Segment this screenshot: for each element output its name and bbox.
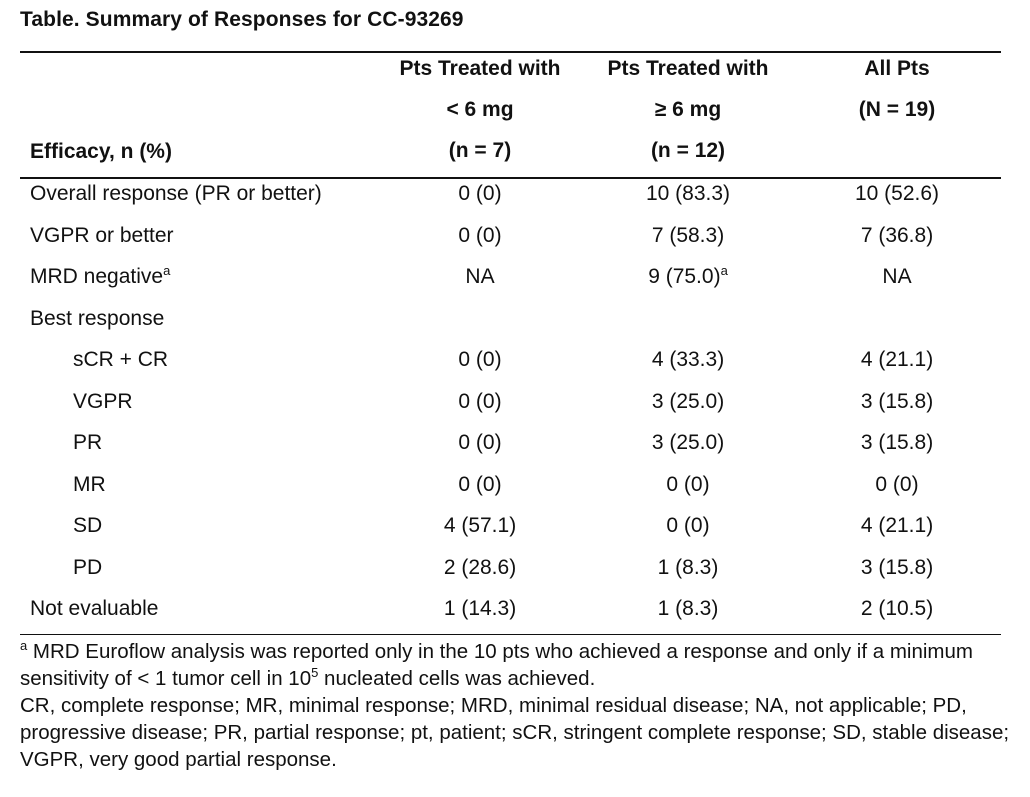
column-header-line: (n = 12): [650, 139, 726, 162]
cell-all-pts: 3 (15.8): [860, 555, 934, 579]
cell-ge6mg: 1 (8.3): [657, 597, 719, 620]
row-label: PR: [73, 431, 103, 454]
cell-lt6mg: 4 (57.1): [443, 514, 517, 537]
row-label: Overall response (PR or better): [30, 182, 322, 205]
column-header-line: < 6 mg: [446, 98, 514, 121]
cell-lt6mg: 0 (0): [458, 431, 502, 454]
cell-ge6mg-mrd: [588, 256, 788, 298]
table-row: [0, 588, 1030, 630]
row-label: VGPR or better: [30, 223, 174, 247]
footnote-a-text: MRD Euroflow analysis was reported only in the 10 pts who achieved a response and only if a minimum sensitivity of < 1 tumor cell in 10: [20, 640, 973, 690]
column-header-lt6mg: [378, 48, 582, 171]
table-row: [0, 422, 1030, 464]
table-body: [0, 173, 1030, 630]
row-label-text: MRD negative: [30, 265, 164, 288]
cell-ge6mg: 3 (25.0): [651, 431, 725, 454]
column-header-line: Pts Treated with: [607, 57, 769, 80]
footnotes: [20, 638, 1010, 773]
table-row: [0, 256, 1030, 298]
cell-lt6mg: 1 (14.3): [443, 597, 517, 620]
cell-all-pts: 0 (0): [875, 472, 919, 496]
cell-ge6mg: 3 (25.0): [651, 389, 725, 413]
table-row: [0, 381, 1030, 423]
footnote-a-text-end: nucleated cells was achieved.: [318, 667, 596, 690]
column-header-line: All Pts: [864, 57, 930, 80]
footnote-marker: a: [163, 263, 171, 278]
column-header-line: (n = 7): [448, 139, 512, 162]
footnote-marker: a: [720, 263, 728, 278]
cell-all-pts: 4 (21.1): [860, 514, 934, 537]
column-header-line: (N = 19): [858, 98, 936, 121]
cell-all-pts: 7 (36.8): [860, 223, 934, 247]
table-row: [0, 464, 1030, 506]
cell-lt6mg: 0 (0): [458, 223, 502, 247]
cell-lt6mg: 2 (28.6): [443, 555, 517, 579]
cell-value: 9 (75.0): [648, 265, 721, 288]
cell-lt6mg: 0 (0): [458, 348, 502, 371]
cell-lt6mg: NA: [465, 265, 495, 288]
column-header-ge6mg: [588, 48, 788, 171]
cell-lt6mg: 0 (0): [458, 389, 502, 413]
cell-all-pts: 4 (21.1): [860, 348, 934, 371]
footnote-abbreviations: CR, complete response; MR, minimal response; MRD, minimal residual disease; NA, not applicable; PD, progressive disease; PR, partial response; pt, patient; sCR, stringent complete response; SD, stable disease; VGPR, very good partial response.: [20, 694, 1010, 771]
cell-all-pts: 3 (15.8): [860, 389, 934, 413]
footnote-a: [20, 638, 1010, 692]
footnote-marker: a: [20, 638, 28, 653]
column-header-line: Pts Treated with: [399, 57, 561, 80]
cell-all-pts: 3 (15.8): [860, 431, 934, 454]
column-header-line: ≥ 6 mg: [654, 98, 722, 121]
table-row: [0, 339, 1030, 381]
cell-ge6mg: 0 (0): [666, 514, 710, 537]
table-row-section: [0, 298, 1030, 340]
row-label: SD: [73, 514, 103, 537]
row-label: Not evaluable: [30, 597, 159, 620]
bottom-rule: [20, 634, 1001, 635]
table-row: [0, 505, 1030, 547]
cell-ge6mg: 10 (83.3): [645, 182, 731, 205]
cell-all-pts: 2 (10.5): [860, 597, 934, 620]
stub-header: Efficacy, n (%): [30, 140, 172, 163]
cell-ge6mg: 7 (58.3): [651, 223, 725, 247]
cell-all-pts: NA: [882, 265, 912, 288]
cell-ge6mg: 0 (0): [666, 472, 710, 496]
table-row: [0, 173, 1030, 215]
row-label: Best response: [30, 306, 165, 330]
table-row: [0, 215, 1030, 257]
cell-ge6mg: 1 (8.3): [657, 555, 719, 579]
cell-ge6mg: 4 (33.3): [651, 348, 725, 371]
footnote-exponent: 5: [311, 665, 319, 680]
table-row: [0, 547, 1030, 589]
row-label: MR: [73, 472, 106, 496]
row-label-mrd: [30, 256, 170, 298]
row-label: PD: [73, 555, 103, 579]
row-label: VGPR: [73, 389, 133, 413]
cell-lt6mg: 0 (0): [458, 182, 502, 205]
cell-all-pts: 10 (52.6): [854, 182, 940, 205]
column-header-all-pts: [795, 48, 999, 130]
table-title: Table. Summary of Responses for CC-93269: [20, 8, 464, 31]
row-label: sCR + CR: [73, 348, 169, 371]
cell-lt6mg: 0 (0): [458, 472, 502, 496]
